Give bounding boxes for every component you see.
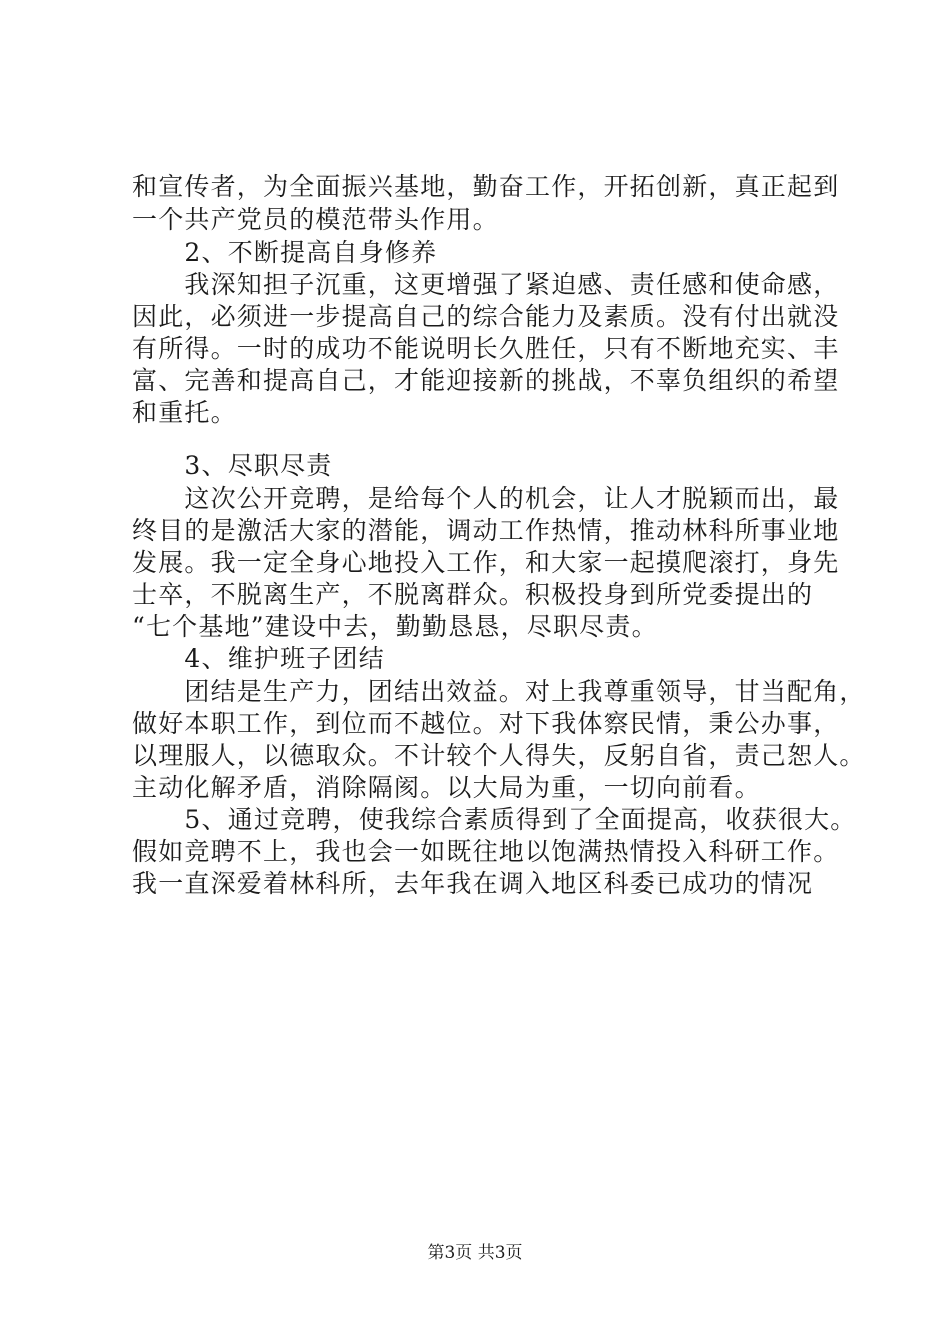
body-text-line: 我一直深爱着林科所，去年我在调入地区科委已成功的情况 (132, 869, 814, 898)
body-text-line: 士卒，不脱离生产，不脱离群众。积极投身到所党委提出的 (132, 580, 814, 609)
body-text-line: 做好本职工作，到位而不越位。对下我体察民情，秉公办事， (132, 709, 840, 738)
page-number-footer: 第3页 共3页 (427, 1243, 523, 1263)
body-text-line: “七个基地”建设中去，勤勤恳恳，尽职尽责。 (132, 612, 658, 641)
body-text-line: 一个共产党员的模范带头作用。 (132, 205, 499, 234)
body-text-line: 有所得。一时的成功不能说明长久胜任，只有不断地充实、丰 (132, 334, 840, 363)
section-heading: 3、尽职尽责 (132, 451, 333, 480)
section-heading: 2、不断提高自身修养 (132, 238, 438, 267)
body-text-line: 富、完善和提高自己，才能迎接新的挑战，不辜负组织的希望 (132, 366, 840, 395)
body-text-line: 终目的是激活大家的潜能，调动工作热情，推动林科所事业地 (132, 516, 840, 545)
body-text-line: 以理服人，以德取众。不计较个人得失，反躬自省，责己恕人。 (132, 741, 866, 770)
body-text-line: 发展。我一定全身心地投入工作，和大家一起摸爬滚打，身先 (132, 548, 840, 577)
body-text-line: 团结是生产力，团结出效益。对上我尊重领导，甘当配角， (132, 677, 866, 706)
body-text-line: 5、通过竞聘，使我综合素质得到了全面提高，收获很大。 (132, 805, 857, 834)
body-text-line: 假如竞聘不上，我也会一如既往地以饱满热情投入科研工作。 (132, 837, 840, 866)
body-text-line: 和重托。 (132, 398, 237, 427)
section-heading: 4、维护班子团结 (132, 644, 385, 673)
body-text-line: 因此，必须进一步提高自己的综合能力及素质。没有付出就没 (132, 302, 840, 331)
body-text-line: 这次公开竞聘，是给每个人的机会，让人才脱颖而出，最 (132, 484, 840, 513)
body-text-line: 和宣传者，为全面振兴基地，勤奋工作，开拓创新，真正起到 (132, 172, 840, 201)
body-text-line: 我深知担子沉重，这更增强了紧迫感、责任感和使命感， (132, 270, 840, 299)
body-text-line: 主动化解矛盾，消除隔阂。以大局为重，一切向前看。 (132, 773, 761, 802)
